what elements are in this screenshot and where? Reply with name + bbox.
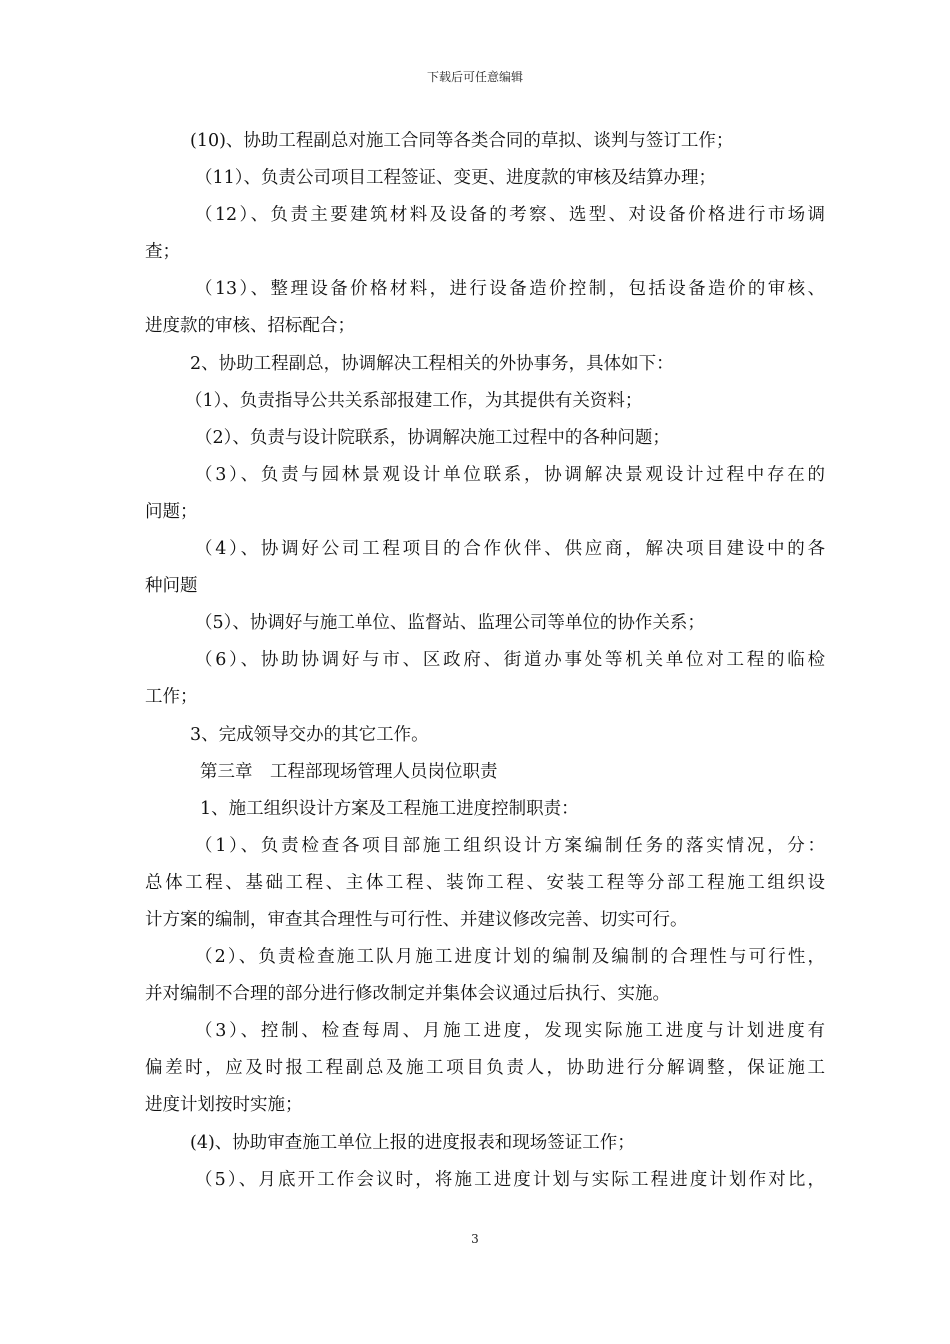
text-line: 工作；	[145, 687, 198, 708]
text-line: 查；	[145, 242, 180, 263]
text-line: （13）、整理设备价格材料，进行设备造价控制，包括设备造价的审核、	[195, 279, 825, 300]
text-line: （2）、负责检查施工队月施工进度计划的编制及编制的合理性与可行性，	[195, 947, 825, 968]
text-line: 种问题	[145, 576, 198, 597]
text-line: 问题；	[145, 501, 198, 522]
page-header: 下载后可任意编辑	[426, 70, 523, 84]
text-line: （2）、负责与设计院联系，协调解决施工过程中的各种问题；	[195, 427, 670, 448]
text-line: (10)、协助工程副总对施工合同等各类合同的草拟、谈判与签订工作；	[190, 131, 734, 151]
text-line: 1、施工组织设计方案及工程施工进度控制职责：	[200, 798, 579, 819]
text-line: （4）、协调好公司工程项目的合作伙伴、供应商，解决项目建设中的各	[195, 539, 825, 560]
text-line: （12）、负责主要建筑材料及设备的考察、选型、对设备价格进行市场调	[195, 205, 825, 226]
text-line: （5）、月底开工作会议时，将施工进度计划与实际工程进度计划作对比，	[195, 1169, 825, 1190]
text-line: 计方案的编制，审查其合理性与可行性、并建议修改完善、切实可行。	[145, 909, 688, 930]
text-line: （5）、协调好与施工单位、监督站、监理公司等单位的协作关系；	[195, 613, 705, 634]
text-line: 第三章 工程部现场管理人员岗位职责	[200, 761, 498, 782]
text-line: 偏差时，应及时报工程副总及施工项目负责人，协助进行分解调整，保证施工	[145, 1058, 825, 1079]
document-body	[145, 123, 825, 1199]
page-number: 3	[471, 1232, 479, 1246]
text-line: 并对编制不合理的部分进行修改制定并集体会议通过后执行、实施。	[145, 984, 670, 1005]
text-line: （3）、控制、检查每周、月施工进度，发现实际施工进度与计划进度有	[195, 1021, 825, 1042]
text-line: 进度款的审核、招标配合；	[145, 316, 355, 337]
text-line: 2、协助工程副总，协调解决工程相关的外协事务，具体如下：	[190, 353, 674, 374]
text-line: 总体工程、基础工程、主体工程、装饰工程、安装工程等分部工程施工组织设	[145, 872, 825, 893]
text-line: （6）、协助协调好与市、区政府、街道办事处等机关单位对工程的临检	[195, 650, 825, 671]
text-line: (4)、协助审查施工单位上报的进度报表和现场签证工作；	[190, 1132, 635, 1153]
text-line: （11）、负责公司项目工程签证、变更、进度款的审核及结算办理；	[195, 168, 717, 189]
text-line: 进度计划按时实施；	[145, 1095, 303, 1116]
text-line: （1）、负责检查各项目部施工组织设计方案编制任务的落实情况，分：	[195, 835, 825, 856]
text-line: （3）、负责与园林景观设计单位联系，协调解决景观设计过程中存在的	[195, 464, 825, 485]
text-line: 3、完成领导交办的其它工作。	[190, 724, 429, 745]
text-line: （1）、负责指导公共关系部报建工作，为其提供有关资料；	[185, 390, 643, 411]
